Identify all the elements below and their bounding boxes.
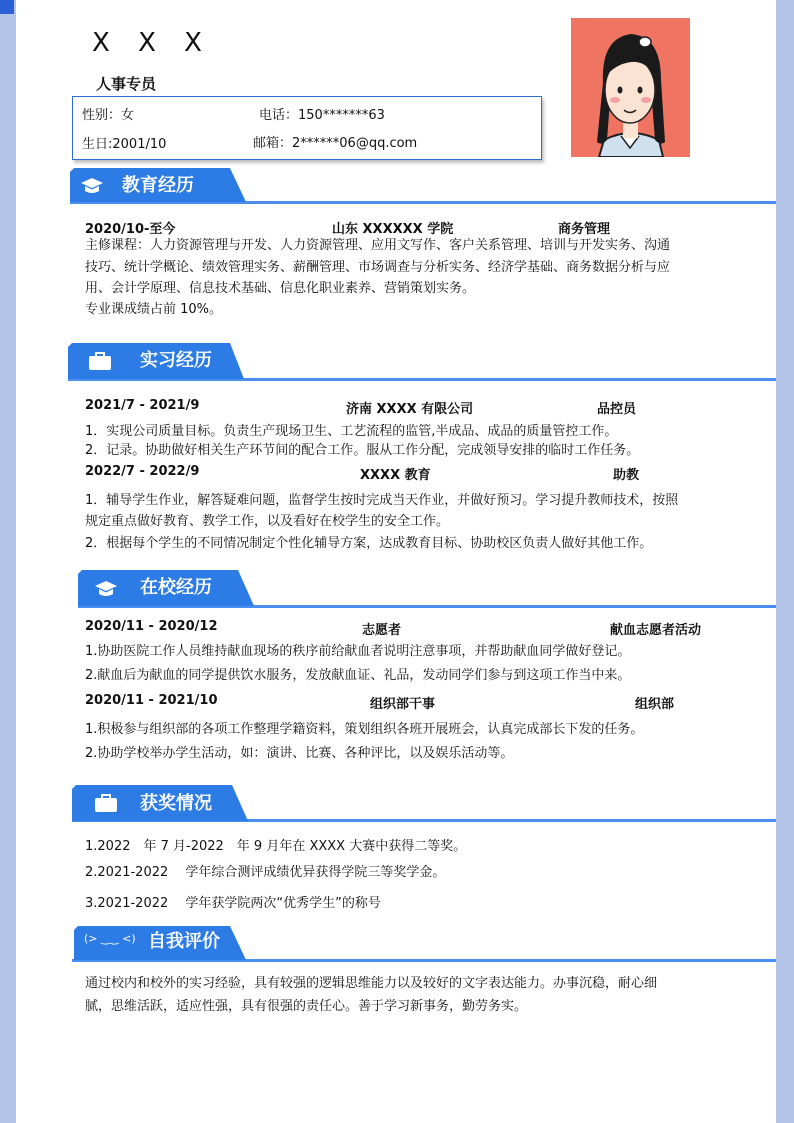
- awards-title: 获奖情况: [140, 793, 212, 814]
- campus-line: 1.协助医院工作人员维持献血现场的秩序前给献血者说明注意事项，并帮助献血同学做好登记。: [85, 644, 631, 659]
- education-line: 专业课成绩占前 10%。: [85, 302, 223, 317]
- job-duty-line: 规定重点做好教育、教学工作，以及看好在校学生的安全工作。: [85, 514, 450, 529]
- personal-info-box: [72, 96, 542, 160]
- corner-mark: [0, 0, 14, 14]
- internship-header: [68, 343, 246, 377]
- emoticon-icon: (> ‿‿ <): [84, 932, 136, 945]
- campus-header: [78, 570, 256, 604]
- education-line: 技巧、统计学概论、绩效管理实务、薪酬管理、市场调查与分析实务、经济学基础、商务数据分析与应: [85, 260, 671, 275]
- self-eval-line: 通过校内和校外的实习经验，具有较强的逻辑思维能力以及较好的文字表达能力。办事沉稳，耐心细: [85, 976, 658, 991]
- education-school: 山东 XXXXXX 学院: [332, 222, 454, 237]
- education-line: 主修课程：人力资源管理与开发、人力资源管理、应用文写作、客户关系管理、培训与开发实务、沟通: [85, 238, 671, 253]
- campus-role: 志愿者: [362, 623, 402, 638]
- internship-title: 实习经历: [140, 350, 212, 371]
- job-company: 济南 XXXX 有限公司: [346, 402, 474, 417]
- job-duty-line: 2．根据每个学生的不同情况制定个性化辅导方案，达成教育目标、协助校区负责人做好其他工作。: [85, 536, 653, 551]
- campus-line: 1.积极参与组织部的各项工作整理学籍资料，策划组织各班开展班会，认真完成部长下发的任务。: [85, 722, 644, 737]
- job-role: 助教: [613, 468, 640, 483]
- campus-org: 组织部: [635, 697, 675, 712]
- phone-field: 电话：150*******63: [259, 108, 385, 123]
- job-role: 品控员: [597, 402, 637, 417]
- award-item: 1.2022 年 7 月-2022 年 9 月年在 XXXX 大赛中获得二等奖。: [85, 839, 467, 854]
- avatar-illustration: [571, 18, 690, 157]
- job-date: 2022/7 - 2022/9: [85, 464, 200, 479]
- email-field: 邮箱：2******06@qq.com: [253, 136, 418, 151]
- education-major: 商务管理: [558, 222, 611, 237]
- job-duty-line: 1．实现公司质量目标。负责生产现场卫生、工艺流程的监管,半成品、成品的质量管控工作。: [85, 424, 618, 439]
- left-side-strip: [0, 0, 16, 1123]
- award-item: 3.2021-2022 学年获学院两次“优秀学生”的称号: [85, 896, 381, 911]
- campus-date: 2020/11 - 2021/10: [85, 693, 218, 708]
- campus-line: 2.献血后为献血的同学提供饮水服务，发放献血证、礼品，发动同学们参与到这项工作当中来。: [85, 668, 631, 683]
- birth-field: 生日:2001/10: [82, 137, 167, 152]
- self-eval-title: 自我评价: [148, 931, 220, 952]
- job-date: 2021/7 - 2021/9: [85, 398, 200, 413]
- job-duty-line: 2．记录。协助做好相关生产环节间的配合工作。服从工作分配，完成领导安排的临时工作任务。: [85, 443, 640, 458]
- campus-role: 组织部干事: [370, 697, 436, 712]
- campus-line: 2.协助学校举办学生活动，如：演讲、比赛、各种评比，以及娱乐活动等。: [85, 746, 514, 761]
- job-title: 人事专员: [96, 75, 157, 93]
- campus-date: 2020/11 - 2020/12: [85, 619, 218, 634]
- job-duty-line: 1．辅导学生作业，解答疑难问题，监督学生按时完成当天作业，并做好预习。学习提升教师技术，按照: [85, 493, 679, 508]
- self-eval-header: [74, 926, 252, 960]
- avatar: [571, 18, 690, 157]
- self-eval-line: 腻，思维活跃，适应性强，具有很强的责任心。善于学习新事务，勤劳务实。: [85, 999, 528, 1014]
- right-side-strip: [776, 0, 794, 1123]
- resume-name: X X X: [92, 28, 212, 58]
- awards-header: [72, 785, 250, 819]
- award-item: 2.2021-2022 学年综合测评成绩优异获得学院三等奖学金。: [85, 865, 446, 880]
- campus-title: 在校经历: [140, 577, 212, 598]
- education-title: 教育经历: [122, 175, 194, 196]
- education-header: [70, 168, 248, 202]
- education-line: 用、会计学原理、信息技术基础、信息化职业素养、营销策划实务。: [85, 281, 476, 296]
- gender-field: 性别：女: [82, 108, 135, 123]
- campus-org: 献血志愿者活动: [610, 623, 702, 638]
- job-company: XXXX 教育: [360, 468, 431, 483]
- education-date: 2020/10-至今: [85, 222, 176, 237]
